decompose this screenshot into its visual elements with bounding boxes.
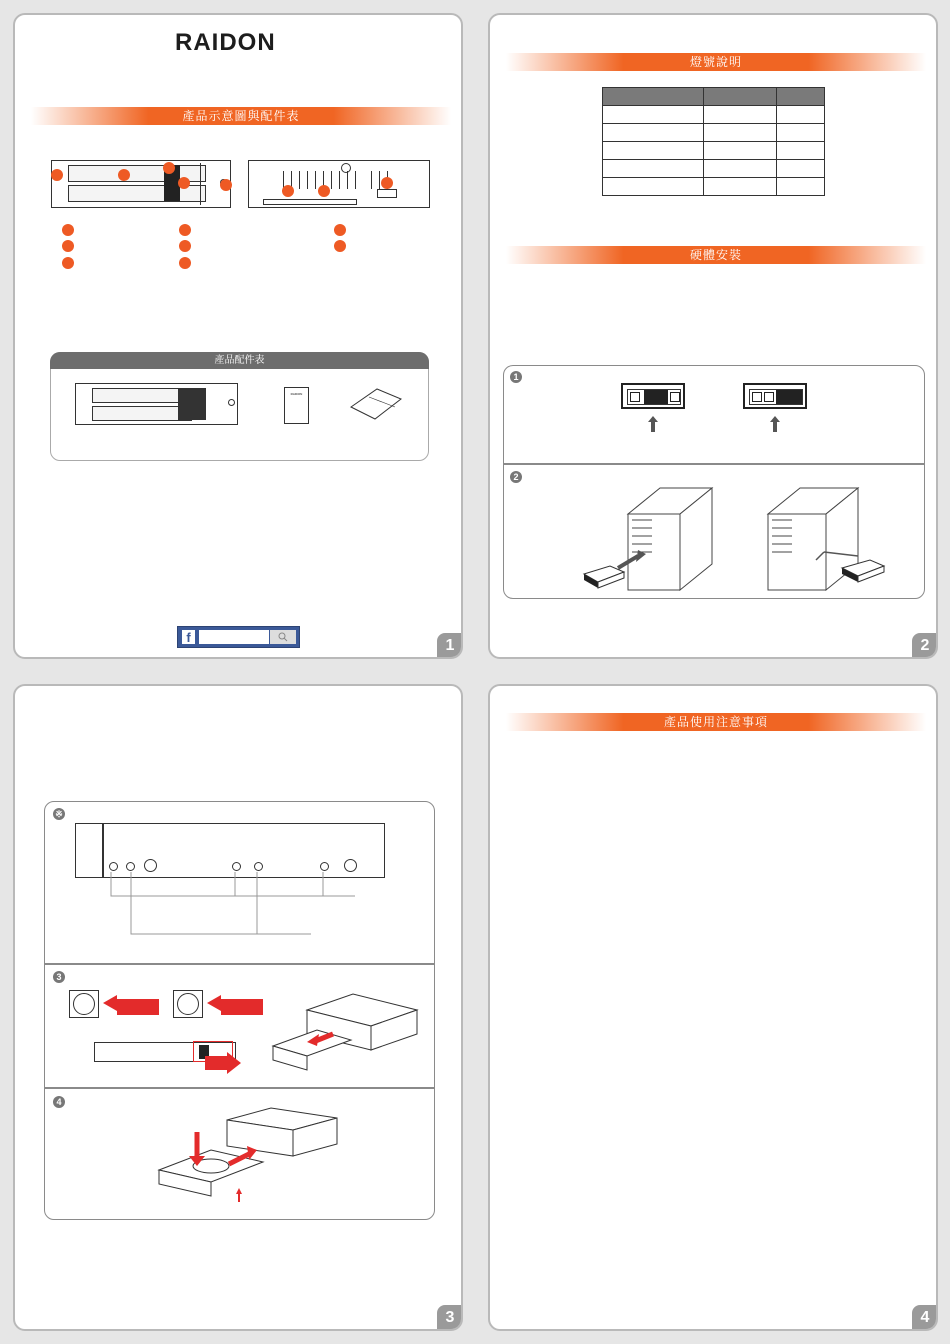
step-divider bbox=[45, 963, 434, 965]
step-3-number: 3 bbox=[53, 971, 65, 983]
hdd-install-box bbox=[44, 801, 435, 1220]
brand-logo: RAIDON bbox=[175, 29, 276, 56]
marker-dot bbox=[178, 177, 190, 189]
front-view-device bbox=[51, 160, 231, 208]
note-marker: ※ bbox=[53, 808, 65, 820]
led-indicator-banner: 燈號說明 bbox=[506, 53, 926, 71]
side-view-device bbox=[103, 823, 385, 878]
lock-icon bbox=[173, 990, 203, 1018]
page-2 bbox=[488, 13, 938, 659]
marker-dot bbox=[381, 177, 393, 189]
tray-removal-illustration bbox=[267, 988, 419, 1076]
page-1 bbox=[13, 13, 463, 659]
accessories-box bbox=[50, 352, 429, 461]
page-4 bbox=[488, 684, 938, 1331]
legend-dot bbox=[62, 257, 74, 269]
arrow-icon bbox=[647, 416, 659, 432]
page-3 bbox=[13, 684, 463, 1331]
accessory-enclosure bbox=[75, 383, 238, 425]
legend-dot bbox=[334, 240, 346, 252]
jumper-setting-1 bbox=[621, 383, 685, 409]
step-4-number: 4 bbox=[53, 1096, 65, 1108]
search-icon bbox=[278, 632, 288, 642]
accessory-manual bbox=[284, 387, 309, 424]
marker-dot bbox=[318, 185, 330, 197]
page-number: 4 bbox=[912, 1305, 938, 1331]
search-input[interactable] bbox=[199, 630, 269, 644]
marker-dot bbox=[282, 185, 294, 197]
lock-icon bbox=[69, 990, 99, 1018]
legend-dot bbox=[62, 224, 74, 236]
install-steps-box bbox=[503, 365, 925, 599]
legend-dot bbox=[62, 240, 74, 252]
accessories-title: 產品配件表 bbox=[214, 355, 265, 366]
arrow-icon bbox=[205, 1052, 241, 1074]
step-2-number: 2 bbox=[510, 471, 522, 483]
legend-dot bbox=[179, 240, 191, 252]
jumper-setting-2 bbox=[743, 383, 807, 409]
step-1-number: 1 bbox=[510, 371, 522, 383]
arrow-icon bbox=[103, 995, 159, 1019]
step-divider bbox=[45, 1087, 434, 1089]
accessories-header bbox=[50, 352, 429, 369]
screw-callout-lines bbox=[105, 872, 365, 942]
marker-dot bbox=[118, 169, 130, 181]
install-into-case-illustration bbox=[754, 468, 904, 594]
arrow-icon bbox=[769, 416, 781, 432]
marker-dot bbox=[220, 179, 232, 191]
accessory-screw-bag bbox=[349, 387, 403, 425]
marker-dot bbox=[163, 162, 175, 174]
page-number: 1 bbox=[437, 633, 463, 659]
arrow-icon bbox=[207, 995, 263, 1019]
led-table bbox=[602, 87, 825, 196]
legend-dot bbox=[179, 224, 191, 236]
facebook-icon: f bbox=[182, 630, 195, 644]
legend-dot bbox=[334, 224, 346, 236]
legend-dot bbox=[179, 257, 191, 269]
rear-view-device bbox=[248, 160, 430, 208]
hardware-install-banner: 硬體安裝 bbox=[506, 246, 926, 264]
marker-dot bbox=[51, 169, 63, 181]
manual-label: RAIDON bbox=[290, 392, 303, 396]
step-divider bbox=[504, 463, 924, 465]
search-button[interactable] bbox=[270, 630, 296, 644]
page-number: 3 bbox=[437, 1305, 463, 1331]
usage-notice-banner: 產品使用注意事項 bbox=[506, 713, 926, 731]
product-overview-banner: 產品示意圖與配件表 bbox=[31, 107, 451, 125]
install-into-case-illustration bbox=[580, 468, 720, 594]
page-number: 2 bbox=[912, 633, 938, 659]
facebook-search-bar[interactable] bbox=[177, 626, 300, 648]
hdd-insertion-illustration bbox=[151, 1106, 351, 1210]
